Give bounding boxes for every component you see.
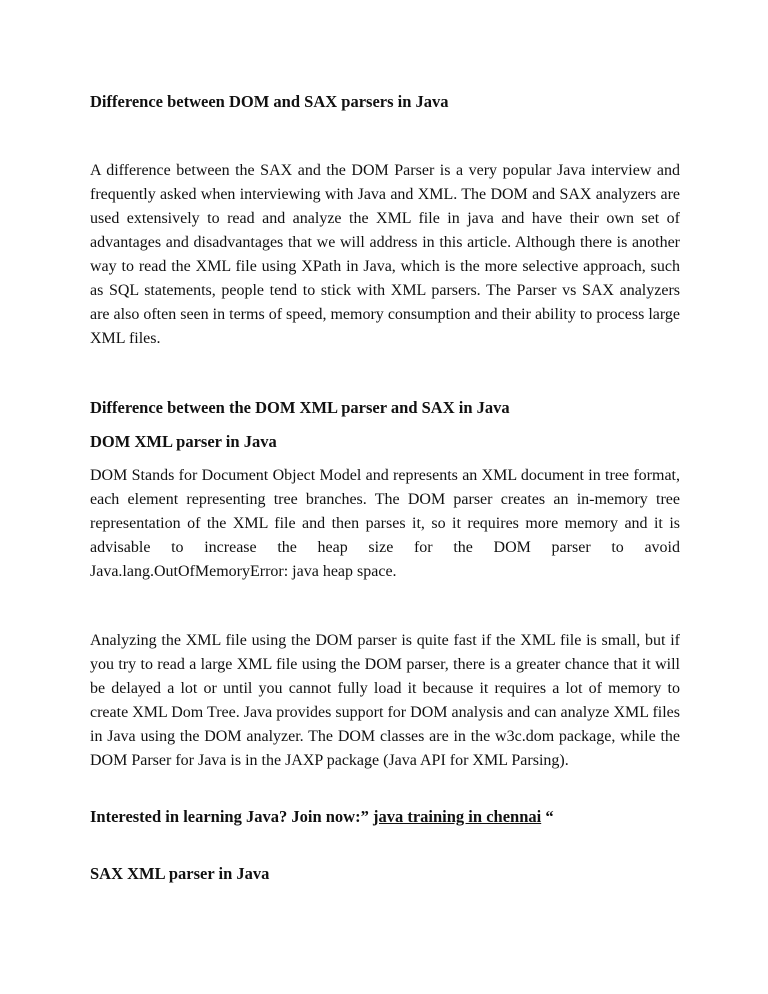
cta-line — [90, 807, 680, 827]
sax-parser-heading: SAX XML parser in Java — [90, 864, 270, 883]
java-training-link[interactable]: java training in chennai — [372, 807, 542, 826]
dom-parser-heading: DOM XML parser in Java — [90, 432, 277, 451]
intro-paragraph: A difference between the SAX and the DOM Parser is a very popular Java interview and frequently asked when interviewing with Java and XML. The DOM and SAX analyzers are used extensively to read and analyze the XML file in java and have their own set of advantages and disadvantages that we will address in this article. Although there is another way to read the XML file using XPath in Java, which is the more selective approach, such as SQL statements, people tend to stick with XML parsers. The Parser vs SAX analyzers are also often seen in terms of speed, memory consumption and their ability to process large XML files. — [90, 162, 680, 347]
document-title: Difference between DOM and SAX parsers in Java — [90, 92, 449, 111]
section-heading: Difference between the DOM XML parser and SAX in Java — [90, 398, 510, 417]
dom-paragraph-1: DOM Stands for Document Object Model and represents an XML document in tree format, each element representing tree branches. The DOM parser creates an in-memory tree representation of the XML file and then parses it, so it requires more memory and it is advisable to increase the heap size for the DOM parser to avoid Java.lang.OutOfMemoryError: java heap space. — [90, 467, 680, 580]
cta-suffix: “ — [541, 807, 554, 826]
dom-paragraph-2: Analyzing the XML file using the DOM parser is quite fast if the XML file is small, but if you try to read a large XML file using the DOM parser, there is a greater chance that it will be delayed a lot or until you cannot fully load it because it requires a lot of memory to create XML Dom Tree. Java provides support for DOM analysis and can analyze XML files in Java using the DOM analyzer. The DOM classes are in the w3c.dom package, while the DOM Parser for Java is in the JAXP package (Java API for XML Parsing). — [90, 632, 680, 769]
cta-prefix: Interested in learning Java? Join now:” — [90, 807, 373, 826]
